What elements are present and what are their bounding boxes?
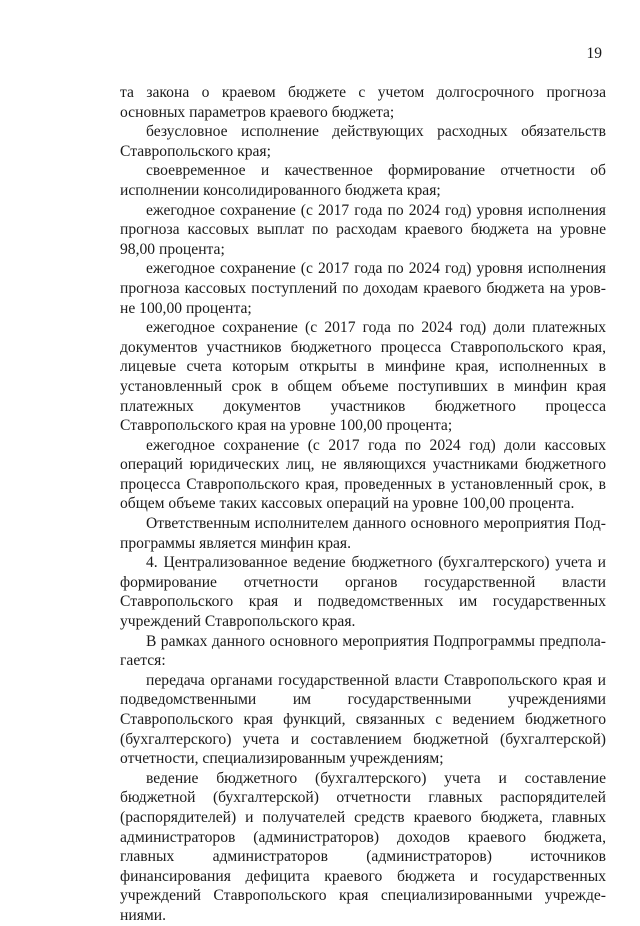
paragraph: ежегодное сохранение (с 2017 года по 2024 год) уровня исполнения прогноза кассовых поступлений по доходам краевого бюджета на уровне 100,00 процента; (120, 260, 606, 317)
paragraph: 4. Централизованное ведение бюджетного (бухгалтерского) учета и формирование отчетности органов государственной власти Ставропольского края и подведомственных им государственных учреждений Ставропольского края. (120, 554, 606, 631)
paragraph: ведение бюджетного (бухгалтерского) учета и составление бюджетной (бухгалтерской) отчетности главных распорядителей (распорядителей) и получателей средств краевого бюджета, главных администраторов (администраторов) доходов краевого бюджета, главных администраторов (администраторов) источников финансирования дефицита краевого бюджета и государственных учреждений Ставропольского края специализированными учреждениями. (120, 769, 606, 924)
page-number: 19 (586, 45, 602, 62)
paragraph: В рамках данного основного мероприятия Подпрограммы предполагается: (120, 632, 606, 670)
paragraph: передача органами государственной власти Ставропольского края и подведомственными им государственными учреждениями Ставропольского края функций, связанных с ведением бюджетного (бухгалтерского) учета и составлением бюджетной (бухгалтерской) отчетности, специализированным учреждениям; (120, 671, 606, 768)
paragraph: та закона о краевом бюджете с учетом долгосрочного прогноза основных параметров краевого бюджета; (120, 84, 606, 121)
paragraph: безусловное исполнение действующих расходных обязательств Ставропольского края; (120, 123, 606, 160)
paragraph: ежегодное сохранение (с 2017 года по 2024 год) уровня исполнения прогноза кассовых выплат по расходам краевого бюджета на уровне 98,00 процента; (120, 201, 606, 258)
paragraph: Ответственным исполнителем данного основного мероприятия Подпрограммы является минфин края. (120, 515, 606, 552)
paragraph: своевременное и качественное формирование отчетности об исполнении консолидированного бюджета края; (120, 162, 606, 199)
paragraph: ежегодное сохранение (с 2017 года по 2024 год) доли платежных документов участников бюджетного процесса Ставропольского края, лицевые счета которым открыты в минфине края, исполненных в установленный срок в общем объеме поступивших в минфин края платежных документов участников бюджетного процесса Ставропольского края на уровне 100,00 процента; (120, 319, 606, 435)
paragraph: ежегодное сохранение (с 2017 года по 2024 год) доли кассовых операций юридических лиц, не являющихся участниками бюджетного процесса Ставропольского края, проведенных в установленный срок, в общем объеме таких кассовых операций на уровне 100,00 процента. (120, 436, 606, 513)
document-body (120, 83, 606, 926)
